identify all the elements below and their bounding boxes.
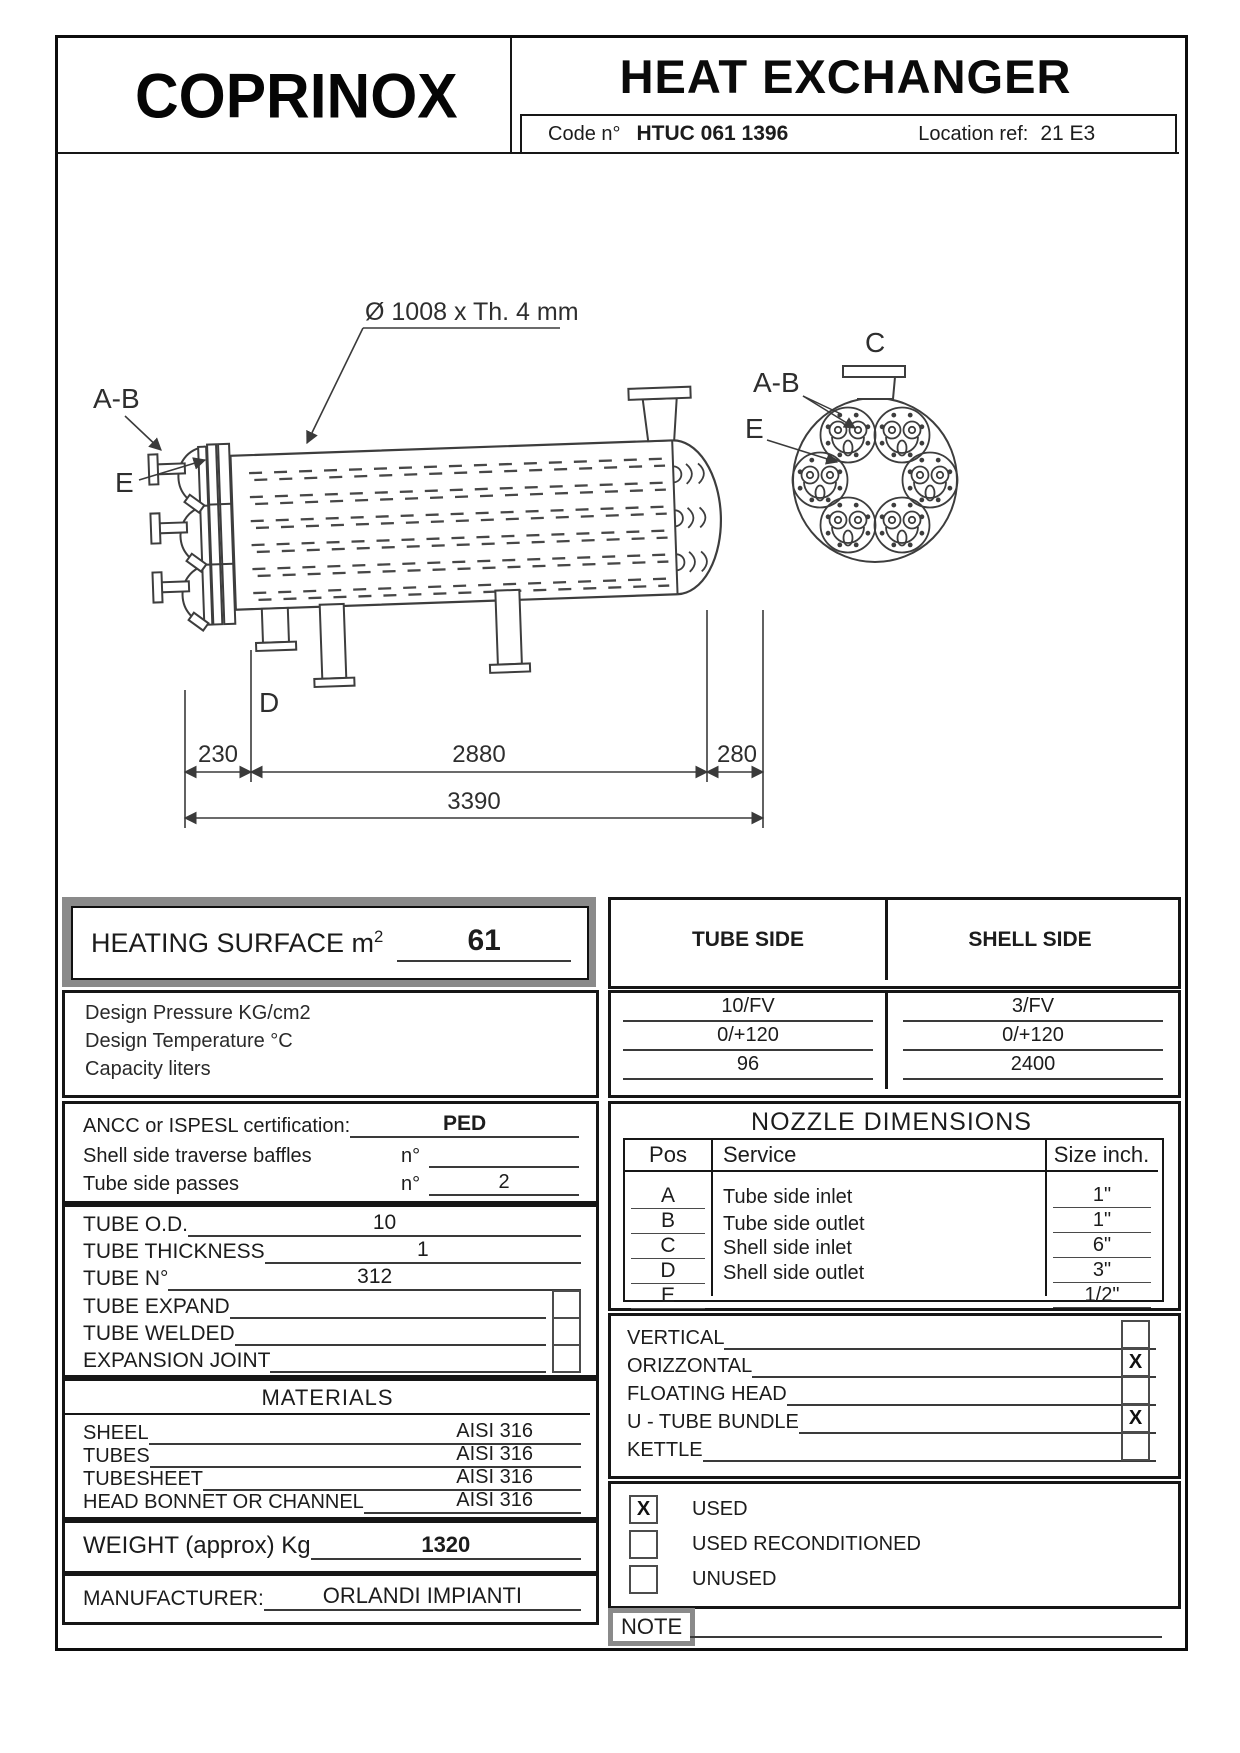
coprinox-logo: COPRINOX: [134, 59, 458, 131]
orizzontal-label: ORIZZONTAL: [627, 1355, 753, 1377]
vertical-label: VERTICAL: [627, 1327, 725, 1349]
kettle-checkbox: [1121, 1432, 1150, 1461]
channel-bonnets: [148, 444, 235, 632]
design-pressure-label: Design Pressure KG/cm2: [85, 1002, 311, 1024]
label-ab-end: A-B: [753, 367, 800, 398]
nozzle-service-c: Shell side inlet: [723, 1237, 852, 1259]
capacity-label: Capacity liters: [85, 1058, 211, 1080]
weight-label: WEIGHT (approx) Kg: [83, 1532, 311, 1559]
label-c: C: [865, 327, 886, 358]
heating-surface-value: 61: [397, 924, 571, 962]
tube-expand-label: TUBE EXPAND: [83, 1295, 230, 1318]
weight-value: 1320: [311, 1533, 581, 1560]
tube-capacity-value: 96: [623, 1053, 873, 1080]
nozzle-pos-a: A: [631, 1184, 705, 1209]
tubes-label: TUBES: [83, 1445, 150, 1467]
vertical-checkbox: [1121, 1320, 1150, 1349]
baffles-value: [429, 1165, 579, 1168]
side-view: [147, 386, 727, 693]
shell-outlet-nozzle: [255, 608, 296, 651]
u-tube-bundle-checkbox: X: [1121, 1404, 1150, 1433]
sheel-label: SHEEL: [83, 1422, 149, 1444]
label-e-end: E: [745, 413, 764, 444]
tube-pressure-value: 10/FV: [623, 995, 873, 1022]
dim-230: 230: [197, 741, 239, 768]
location-label: Location ref:: [918, 122, 1029, 145]
side-table-header-box: [608, 897, 1181, 989]
head-bonnet-label: HEAD BONNET OR CHANNEL: [83, 1491, 364, 1513]
code-value: HTUC 061 1396: [636, 122, 789, 145]
nozzle-service-d: Shell side outlet: [723, 1262, 865, 1284]
tube-thickness-label: TUBE THICKNESS: [83, 1240, 265, 1263]
used-label: USED: [692, 1497, 748, 1520]
nozzle-service-a: Tube side inlet: [723, 1186, 853, 1208]
tube-welded-label: TUBE WELDED: [83, 1322, 235, 1345]
dim-3390: 3390: [447, 788, 501, 815]
dim-280: 280: [716, 741, 758, 768]
tube-number-label: TUBE N°: [83, 1267, 169, 1290]
cert-value: PED: [350, 1112, 579, 1138]
tubesheet-label: TUBESHEET: [83, 1468, 204, 1490]
unused-checkbox: [629, 1565, 658, 1594]
manufacturer-label: MANUFACTURER:: [83, 1587, 264, 1610]
tube-specs-box: [62, 1204, 599, 1378]
used-reconditioned-checkbox: [629, 1530, 658, 1559]
kettle-label: KETTLE: [627, 1439, 703, 1461]
manufacturer-value: ORLANDI IMPIANTI: [264, 1584, 581, 1611]
tube-thickness-value: 1: [265, 1238, 581, 1264]
diameter-note: Ø 1008 x Th. 4 mm: [365, 298, 579, 326]
tube-expand-checkbox: [552, 1290, 581, 1319]
shell-inlet-nozzle: [628, 387, 692, 442]
used-reconditioned-label: USED RECONDITIONED: [692, 1532, 921, 1555]
certification-box: [62, 1101, 599, 1204]
nozzle-pos-header: Pos: [649, 1142, 687, 1167]
passes-n-label: n°: [401, 1173, 421, 1195]
nozzle-service-header: Service: [723, 1142, 797, 1167]
tube-welded-checkbox: [552, 1317, 581, 1346]
note-label: NOTE: [608, 1608, 695, 1646]
nozzle-size-header: Size inch.: [1053, 1142, 1150, 1167]
expansion-joint-label: EXPANSION JOINT: [83, 1349, 271, 1372]
tubesheet-value: AISI 316: [203, 1466, 581, 1491]
heating-surface-label: HEATING SURFACE $m^2$: [91, 927, 384, 958]
u-tube-bundle-label: U - TUBE BUNDLE: [627, 1411, 799, 1433]
shell-capacity-value: 2400: [903, 1053, 1163, 1080]
label-e-side: E: [115, 467, 134, 498]
baffles-n-label: n°: [401, 1145, 421, 1167]
materials-title: MATERIALS: [261, 1385, 394, 1410]
used-checkbox: X: [629, 1495, 658, 1524]
tube-side-header: TUBE SIDE: [691, 928, 804, 951]
technical-drawing: [55, 150, 1185, 850]
logo-cell: [58, 38, 510, 152]
design-labels-box: [62, 990, 599, 1098]
floating-head-label: FLOATING HEAD: [627, 1383, 787, 1405]
nozzle-title: NOZZLE DIMENSIONS: [751, 1108, 1032, 1136]
dim-2880: 2880: [452, 741, 506, 768]
design-temperature-label: Design Temperature °C: [85, 1030, 293, 1052]
nozzle-pos-b: B: [631, 1209, 705, 1234]
head-bonnet-value: AISI 316: [364, 1489, 581, 1514]
manufacturer-box: [62, 1573, 599, 1625]
label-ab-side: A-B: [93, 383, 140, 414]
sheel-value: AISI 316: [149, 1420, 581, 1445]
nozzle-size-d: 3": [1053, 1259, 1151, 1283]
note-line: [690, 1636, 1162, 1638]
label-d: D: [259, 687, 280, 718]
title-cell: [512, 38, 1179, 114]
nozzle-size-a: 1": [1053, 1184, 1151, 1208]
nozzle-pos-c: C: [631, 1234, 705, 1259]
tube-od-label: TUBE O.D.: [83, 1213, 189, 1236]
nozzle-service-b: Tube side outlet: [723, 1213, 865, 1235]
side-table-values-box: [608, 990, 1181, 1098]
materials-box: [62, 1378, 599, 1520]
nozzle-size-e: 1/2": [1053, 1284, 1151, 1308]
location-value: 21 E3: [1040, 122, 1096, 145]
heating-surface-box: [71, 906, 589, 980]
nozzle-pos-e: E: [631, 1284, 705, 1309]
orientation-box: [608, 1313, 1181, 1479]
nozzle-size-b: 1": [1053, 1209, 1151, 1233]
passes-value: 2: [429, 1171, 579, 1196]
floating-head-checkbox: [1121, 1376, 1150, 1405]
tube-od-value: 10: [188, 1211, 581, 1237]
nozzle-box: [608, 1101, 1181, 1311]
shell-side-header: SHELL SIDE: [968, 928, 1092, 951]
code-box: [520, 114, 1177, 154]
nozzle-table: [623, 1138, 1164, 1307]
tube-number-value: 312: [168, 1265, 581, 1291]
tube-temperature-value: 0/+120: [623, 1024, 873, 1051]
passes-label: Tube side passes: [83, 1173, 240, 1195]
shell-temperature-value: 0/+120: [903, 1024, 1163, 1051]
u-bend-marks: [673, 463, 707, 572]
note-row: [608, 1608, 1175, 1644]
orizzontal-checkbox: X: [1121, 1348, 1150, 1377]
cert-label: ANCC or ISPESL certification:: [83, 1115, 351, 1137]
shell-pressure-value: 3/FV: [903, 995, 1163, 1022]
condition-box: [608, 1481, 1181, 1609]
tubes-value: AISI 316: [150, 1443, 581, 1468]
nozzle-pos-d: D: [631, 1259, 705, 1284]
expansion-joint-checkbox: [552, 1344, 581, 1373]
page-title: HEAT EXCHANGER: [619, 49, 1072, 103]
header: [58, 38, 1179, 154]
code-label: Code n°: [548, 122, 621, 145]
nozzle-size-c: 6": [1053, 1234, 1151, 1258]
unused-label: UNUSED: [692, 1567, 777, 1590]
baffles-label: Shell side traverse baffles: [83, 1145, 312, 1167]
weight-box: [62, 1520, 599, 1574]
